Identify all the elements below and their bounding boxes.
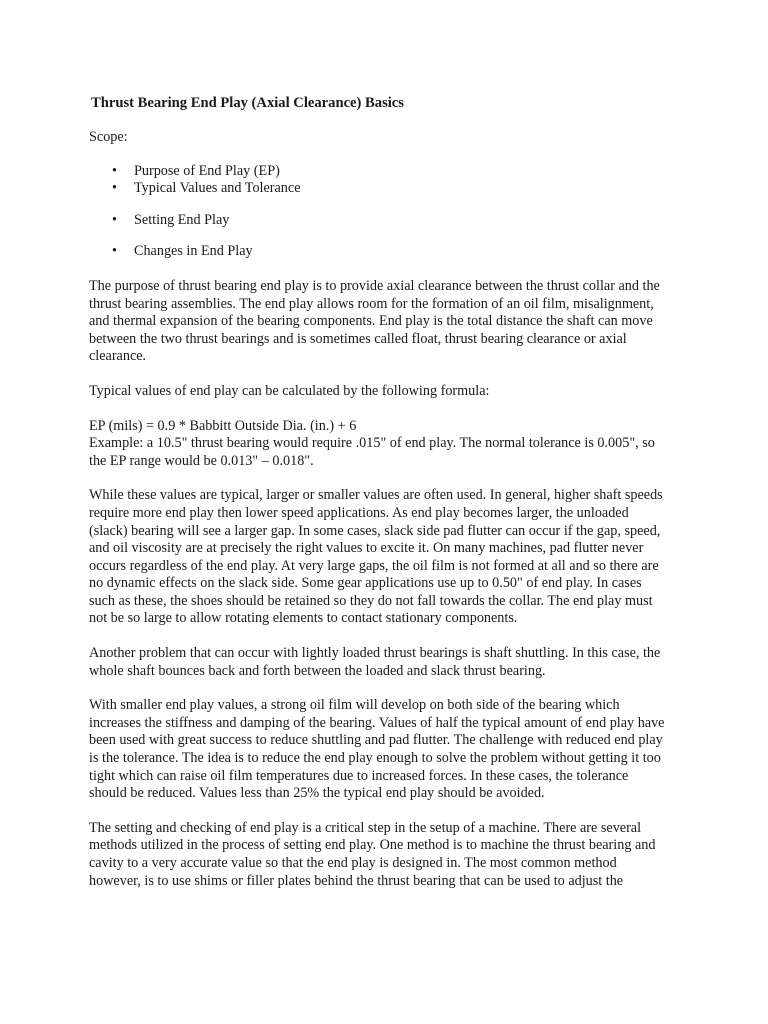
paragraph-smaller-values: With smaller end play values, a strong oil film will develop on both side of the bearing which increases the stiffness and damping of the bearing. Values of half the typical amount of end play have been used with great success to reduce shuttling and pad flutter. The challenge with reduced end play is the tolerance. The idea is to reduce the end play enough to solve the problem without getting it too tight which can raise oil film temperatures due to increased forces. In these cases, the tolerance should be reduced. Values less than 25% the typical end play should be avoided. <box>89 697 665 802</box>
example-line: Example: a 10.5" thrust bearing would require .015" of end play. The normal tolerance is 0.005", so the EP range would be 0.013" – 0.018". <box>89 435 655 469</box>
paragraph-setting: The setting and checking of end play is a critical step in the setup of a machine. There are several methods utilized in the process of setting end play. One method is to machine the thrust bearing and cavity to a very accurate value so that the end play is designed in. The most common method however, is to use shims or filler plates behind the thrust bearing that can be used to adjust the <box>89 819 656 889</box>
scope-label: Scope: <box>89 129 128 145</box>
document-title: Thrust Bearing End Play (Axial Clearance) Basics <box>91 95 404 111</box>
paragraph-shuttling: Another problem that can occur with lightly loaded thrust bearings is shaft shuttling. In this case, the whole shaft bounces back and forth between the loaded and slack thrust bearing. <box>89 645 661 679</box>
paragraph-typical-intro: Typical values of end play can be calculated by the following formula: <box>89 382 490 399</box>
paragraph-larger-values: While these values are typical, larger or smaller values are often used. In general, higher shaft speeds require more end play then lower speed applications. As end play becomes larger, the unloaded (slack) bearing will see a larger gap. In some cases, slack side pad flutter can occur if the gap, speed, and oil viscosity are at precisely the right values to excite it. On many machines, pad flutter never occurs regardless of the end play. At very large gaps, the oil film is not formed at all and so there are no dynamic effects on the slack side. Some gear applications use up to 0.50" of end play. In cases such as these, the shoes should be retained so they do not fall towards the collar. The end play must not be so large to allow rotating elements to contact stationary components. <box>89 487 663 627</box>
scope-item-changes: • Changes in End Play <box>89 243 668 261</box>
paragraph-purpose: The purpose of thrust bearing end play is to provide axial clearance between the thrust collar and the thrust bearing assemblies. The end play allows room for the formation of an oil film, misalignment, and thermal expansion of the bearing components. End play is the total distance the shaft can move between the two thrust bearings and is sometimes called float, thrust bearing clearance or axial clearance. <box>89 277 660 365</box>
scope-item-purpose: • Purpose of End Play (EP) <box>89 163 668 181</box>
scope-item-typical-values: • Typical Values and Tolerance <box>89 180 668 198</box>
scope-list <box>89 163 668 261</box>
formula-line: EP (mils) = 0.9 * Babbitt Outside Dia. (in.) + 6 <box>89 417 357 434</box>
scope-item-setting: • Setting End Play <box>89 212 668 230</box>
